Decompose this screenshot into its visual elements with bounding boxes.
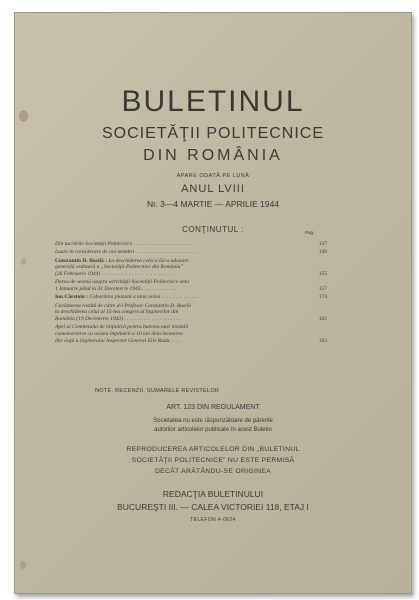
toc-heading: CONŢINUTUL : [182,225,244,234]
toc-entry-title: din viaţă a Inginerului Inspector General Elie Radu . . . . [55,337,181,344]
toc-entry-line [55,294,327,301]
toc-entry-title: la deschiderea celui al 15-lea congres al Inginerilor din [55,309,179,316]
regulation-heading: ART. 123 DIN REGULAMENT [166,404,260,411]
toc-entry [55,241,327,248]
regulation-text-line1: Societatea nu este răspunzătoare de părerile [153,418,273,424]
toc-entry-title: La deschiderea celei a 62-a adunare [108,257,189,264]
page-column-label: Pag. [305,230,315,235]
toc-entry-line [55,264,327,271]
toc-entry-line [55,258,327,265]
toc-entry-line [55,331,327,338]
toc-entry-line [55,271,327,278]
toc-entry-title: România (19 Decemvrie 1943) . . . . . . . . . . . . . . . . . . . . . [55,316,181,322]
paper-stain [20,561,26,569]
paper-stain [21,258,26,265]
toc-entry-title: Cuvântarea rostită de către d-l Profesor Constantin D. Busilă [55,302,191,309]
toc-entry-line [55,249,327,256]
toc-entry-author: Constantin D. Busilă : [55,257,107,264]
table-of-contents [55,241,327,346]
toc-entry-line [55,309,327,316]
toc-entry-line [55,279,327,286]
volume-number: ANUL LVIII [181,183,245,195]
editorial-heading: REDACŢIA BULETINULUI [162,489,264,499]
reproduction-notice-line1: REPRODUCEREA ARTICOLELOR DIN „BULETINUL [126,446,300,453]
toc-entry-page: 183 [318,337,327,344]
toc-entry-title: 1 Ianuarie până la 31 Decemvrie 1943 . . . . . . . . . . . . . . [55,286,180,292]
toc-entry-line [55,338,327,345]
publication-frequency: APARE ODATĂ PE LUNĂ [176,173,250,179]
toc-entry-title: Apel al Comitetului de iniţiativă pentru baterea unei medalii [55,324,189,331]
editorial-address: BUCUREŞTI III. — CALEA VICTORIEI 118, ETAJ I [117,502,309,512]
toc-entry-title: comemorative cu ocazia împlinirii a 10 ani dela încetarea [55,331,183,337]
toc-entry [55,324,327,344]
toc-entry [55,303,327,323]
toc-note: NOTE, RECENZII, SUMARELE REVISTELOR [95,388,220,394]
toc-entry-page: 137 [318,241,327,247]
toc-entry-page: 182 [318,316,327,322]
toc-entry-line [55,286,327,293]
toc-entry-title: Luare în considerare de noi membri . . . . . . . . . . . . . . . . . . . . . . . [55,249,198,256]
journal-subtitle-line1: SOCIETĂŢII POLITECNICE [101,125,325,142]
toc-entry-title: (26 Februarie 1944) . . . . . . . . . . . . . . . . . . . . . . . . . . . [55,271,175,277]
toc-entry-line [55,241,327,248]
toc-entry [55,294,327,301]
toc-entry-line [55,316,327,323]
toc-entry [55,249,327,256]
regulation-text-line2: autorilor articolelor publicate în acest Buletin [154,427,272,433]
toc-entry-title: Coborârea planată a unui avion . . . . . . . . . . . . . . [89,294,199,301]
toc-entry-author: Ion Cârstoiu : [55,294,89,301]
toc-entry-page: 174 [318,294,327,301]
toc-entry-line [55,324,327,331]
toc-entry [55,279,327,292]
toc-entry-title: generală ordinară a „Societăţii Politecnice din România” [55,264,184,271]
toc-entry-title: Din lucrările Societăţii Politecnice . . . . . . . . . . . . . . . . . . . . . . [55,241,193,247]
toc-entry-title: Darea de seamă asupra activităţii Societăţii Politecnice dela [55,279,190,286]
reproduction-notice-line3: DECÂT ARĂTÂNDU-SE ORIGINEA [154,468,272,475]
toc-entry-page: 149 [318,249,327,256]
toc-entry [55,258,327,278]
editorial-phone: TELEFON 4-0624 [190,517,236,523]
issue-date: Nr. 3—4 MARTIE — APRILIE 1944 [146,199,280,209]
journal-subtitle-line2: DIN ROMÂNIA [143,147,283,164]
reproduction-notice-line2: SOCIETĂŢII POLITECNICE” NU ESTE PERMISĂ [131,457,295,464]
journal-title: BULETINUL [121,85,305,118]
toc-entry-line [55,303,327,310]
toc-entry-page: 157 [318,286,327,292]
journal-cover [14,12,412,594]
toc-entry-page: 155 [318,271,327,277]
